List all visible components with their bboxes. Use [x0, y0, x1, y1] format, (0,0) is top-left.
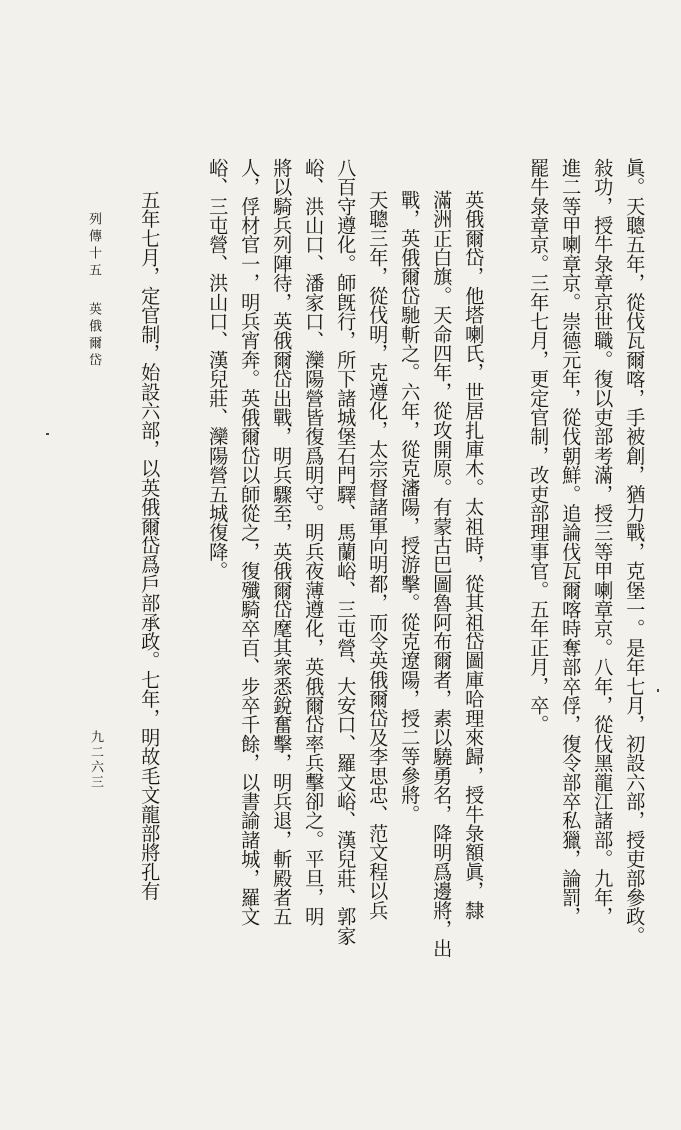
text-column: 進二等甲喇章京。崇德元年，從伐朝鮮。追論伐瓦爾喀時奪部卒俘，復令部卒私獵，論罰， [559, 158, 583, 926]
scan-mark [657, 689, 659, 692]
text-column: 罷牛彔章京。三年七月，更定官制，改吏部理事官。五年正月，卒。 [527, 158, 551, 734]
text-column: 滿洲正白旗。天命四年，從攻開原。有蒙古巴圖魯阿布爾者，素以驍勇名，降明爲邊將，出 [430, 190, 454, 958]
text-column: 英俄爾岱，他塔喇氏，世居扎庫木。太祖時，從其祖岱圖庫哈理來歸，授牛彔額眞，隸 [462, 190, 486, 920]
text-column: 八百守遵化。師旣行，所下諸城堡石門驛、馬蘭峪、三屯營、大安口、羅文峪、漢兒莊、郭家 [334, 158, 358, 946]
text-column: 人，俘材官一，明兵宵奔。英俄爾岱以師從之，復殲騎卒百、步卒千餘，以書諭諸城，羅文 [238, 158, 262, 926]
subject-header: 英俄爾岱 [86, 302, 101, 370]
text-column: 峪、三屯營、洪山口、漢兒莊、灤陽營五城復降。 [206, 158, 230, 581]
page-number: 九二六三 [88, 730, 103, 790]
chapter-header: 列傳十五 [86, 212, 101, 280]
text-column: 五年七月，定官制，始設六部，以英俄爾岱爲戶部承政。七年，明故毛文龍部將孔有 [138, 190, 162, 901]
scan-mark [46, 433, 49, 435]
text-column: 戰，英俄爾岱馳斬之。六年，從克瀋陽，授游擊。從克遼陽，授二等參將。 [398, 190, 422, 824]
text-column: 天聰三年，從伐明，克遵化，太宗督諸軍向明都，而令英俄爾岱及李思忠、范文程以兵 [366, 190, 390, 920]
text-column: 敍功，授牛彔章京世職。復以吏部考滿，授三等甲喇章京。八年，從伐黑龍江諸部。九年， [591, 158, 615, 926]
text-column: 眞。天聰五年，從伐瓦爾喀，手被創，猶力戰，克堡一。是年七月，初設六部，授吏部參政。 [623, 158, 647, 946]
text-column: 峪、洪山口、潘家口、灤陽營皆復爲明守。明兵夜薄遵化，英俄爾岱率兵擊卻之。平旦，明 [302, 158, 326, 926]
text-column: 將以騎兵列陣待，英俄爾岱出戰，明兵驟至，英俄爾岱麾其衆悉銳奮擊，明兵退，斬殿者五 [270, 158, 294, 926]
